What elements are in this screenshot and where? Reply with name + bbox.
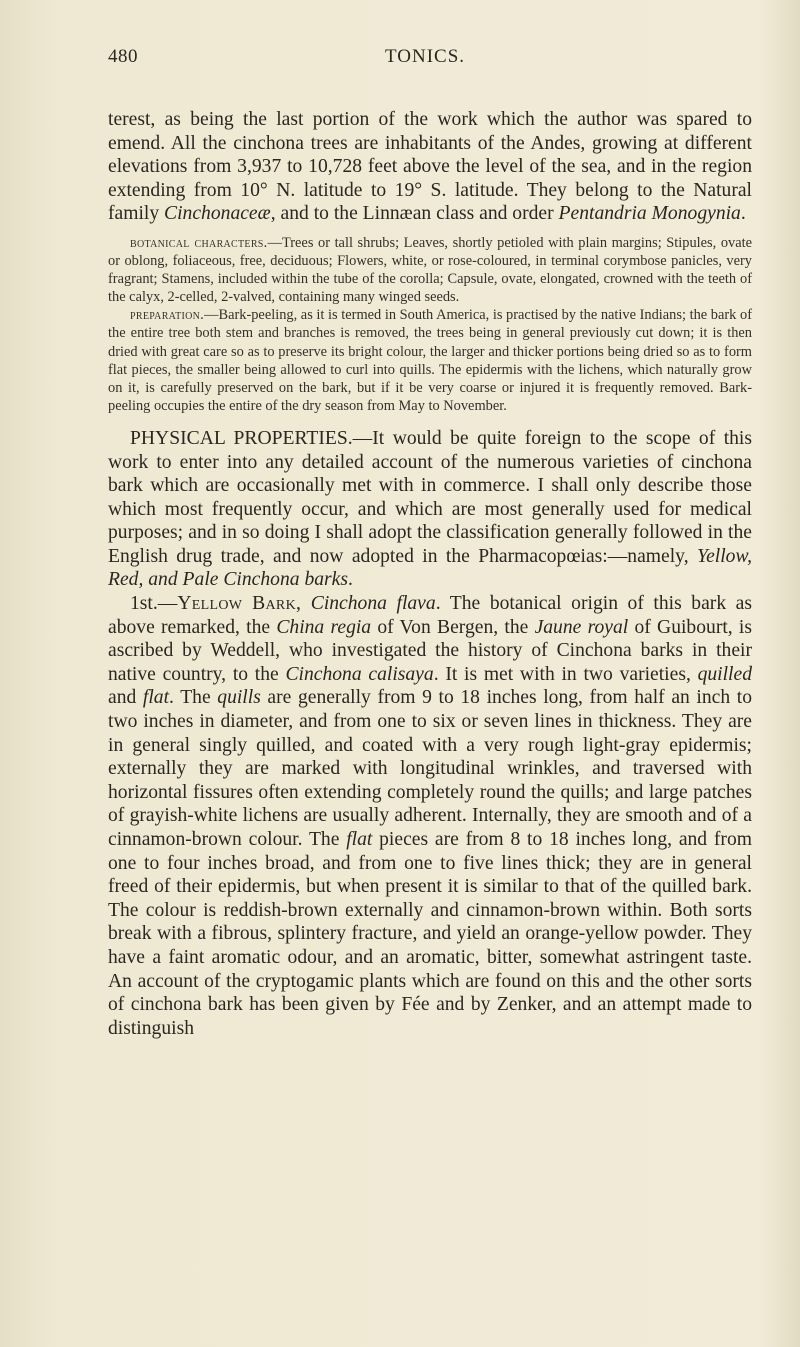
text-run: of Guibourt, is ascribed by Weddell, who investigated the history of Cinchona barks in their native country, to the: [108, 616, 752, 685]
text-run: are generally from 9 to 18 inches long, from half an inch to two inches in diameter, and from one to six or seven lines in thickness. They are in general singly quilled, and coated with a very rough light-gray epidermis; externally they are marked with longitudinal wrinkles, and traversed with horizontal fissures often extending completely round the quills; and large patches of grayish-white lichens are usually adherent. Internally, they are smooth and of a cinnamon-brown colour. The: [108, 687, 752, 850]
italic-term: Cinchona flava: [310, 593, 436, 615]
physical-text: —It would be quite foreign to the scope of this work to enter into any detailed account of the numerous varieties of cinchona bark which are occasionally met with in commerce. I shall only describe those which most frequently occur, and which are most generally used for medical purposes; and in so doing I shall adopt the classification generally followed in the English drug trade, and now adopted in the Pharmacopœias:—namely,: [108, 427, 752, 567]
running-title: TONICS.: [384, 46, 466, 67]
preparation-text: —Bark-peeling, as it is termed in South America, is practised by the native Indians; the bark of the entire tree both stem and branches is removed, the trees being in general previously cut down; it is then dried with great care so as to preserve its bright colour, the larger and thicker portions being dried so as to form flat pieces, the smaller being allowed to curl into quills. The epidermis with the lichens, which naturally grow on it, is carefully preserved on the bark, but if it be very coarse or injured it is frequently removed. Bark-peeling occupies the entire of the dry season from May to November.: [108, 307, 752, 414]
italic-term: flat: [142, 687, 170, 709]
text-run: . It is met with in two varieties,: [433, 663, 698, 685]
bark-types: Yellow, Red, and Pale Cinchona barks: [108, 545, 752, 591]
botanical-heading: botanical characters.: [130, 234, 268, 251]
italic-term: China regia: [276, 616, 372, 638]
preparation-paragraph: [108, 306, 752, 415]
preparation-heading: preparation.: [130, 307, 205, 324]
text-run: [301, 593, 311, 614]
text-run: . The botanical origin of this bark as above remarked, the: [108, 593, 752, 638]
italic-term: Cinchona calisaya: [285, 663, 434, 685]
text-run: . The: [169, 687, 218, 709]
italic-term: Jaune royal: [534, 616, 629, 638]
intro-end: .: [740, 203, 746, 225]
text-run: pieces are from 8 to 18 inches long, and from one to four inches broad, and from one to five lines thick; they are in general freed of their epidermis, but when present it is similar to that of the quilled bark. The colour is reddish-brown externally and cinnamon-brown within. Both sorts break with a fibrous, splintery fracture, and yield an orange-yellow powder. They have a faint aromatic odour, and an aromatic, bitter, somewhat astringent taste. An account of the cryptogamic plants which are found on this and the other sorts of cinchona bark has been given by Fée and by Zenker, and an attempt made to distinguish: [108, 829, 752, 1039]
text-run: of Von Bergen, the: [371, 616, 535, 638]
italic-term: quills: [217, 687, 261, 709]
yellow-heading: Yellow Bark,: [177, 593, 302, 615]
intro-text: terest, as being the last portion of the work which the author was spared to emend. All the cinchona trees are inhabitants of the Andes, growing at different elevations from 3,937 to 10,728 feet above the level of the sea, and in the region extending from 10° N. latitude to 19° S. latitude. They belong to the Natural family: [108, 109, 752, 225]
botanical-characters-paragraph: [108, 234, 752, 306]
physical-heading: PHYSICAL PROPERTIES.: [130, 427, 353, 449]
body-text: [108, 108, 752, 1040]
physical-properties-paragraph: [108, 427, 752, 592]
text-run: and: [108, 687, 143, 709]
yellow-bark-paragraph: [108, 592, 752, 1040]
page-number: 480: [108, 46, 138, 67]
intro-text-2: , and to the Linnæan class and order: [270, 203, 559, 225]
family-name: Cinchonaceæ: [164, 203, 271, 225]
italic-term: flat: [346, 829, 373, 850]
italic-term: quilled: [697, 663, 752, 685]
intro-paragraph: [108, 108, 752, 226]
page-header: [108, 46, 752, 86]
botanical-text: —Trees or tall shrubs; Leaves, shortly petioled with plain margins; Stipules, ovate or oblong, foliaceous, free, deciduous; Flowers, white, or rose-coloured, in terminal corymbose panicles, very fragrant; Stamens, included within the tube of the corolla; Capsule, ovate, elongated, crowned with the teeth of the calyx, 2-celled, 2-valved, containing many winged seeds.: [108, 234, 752, 306]
order-name: Pentandria Monogynia: [558, 203, 741, 225]
physical-end: .: [348, 569, 353, 591]
yellow-lead: 1st.—: [130, 593, 178, 615]
